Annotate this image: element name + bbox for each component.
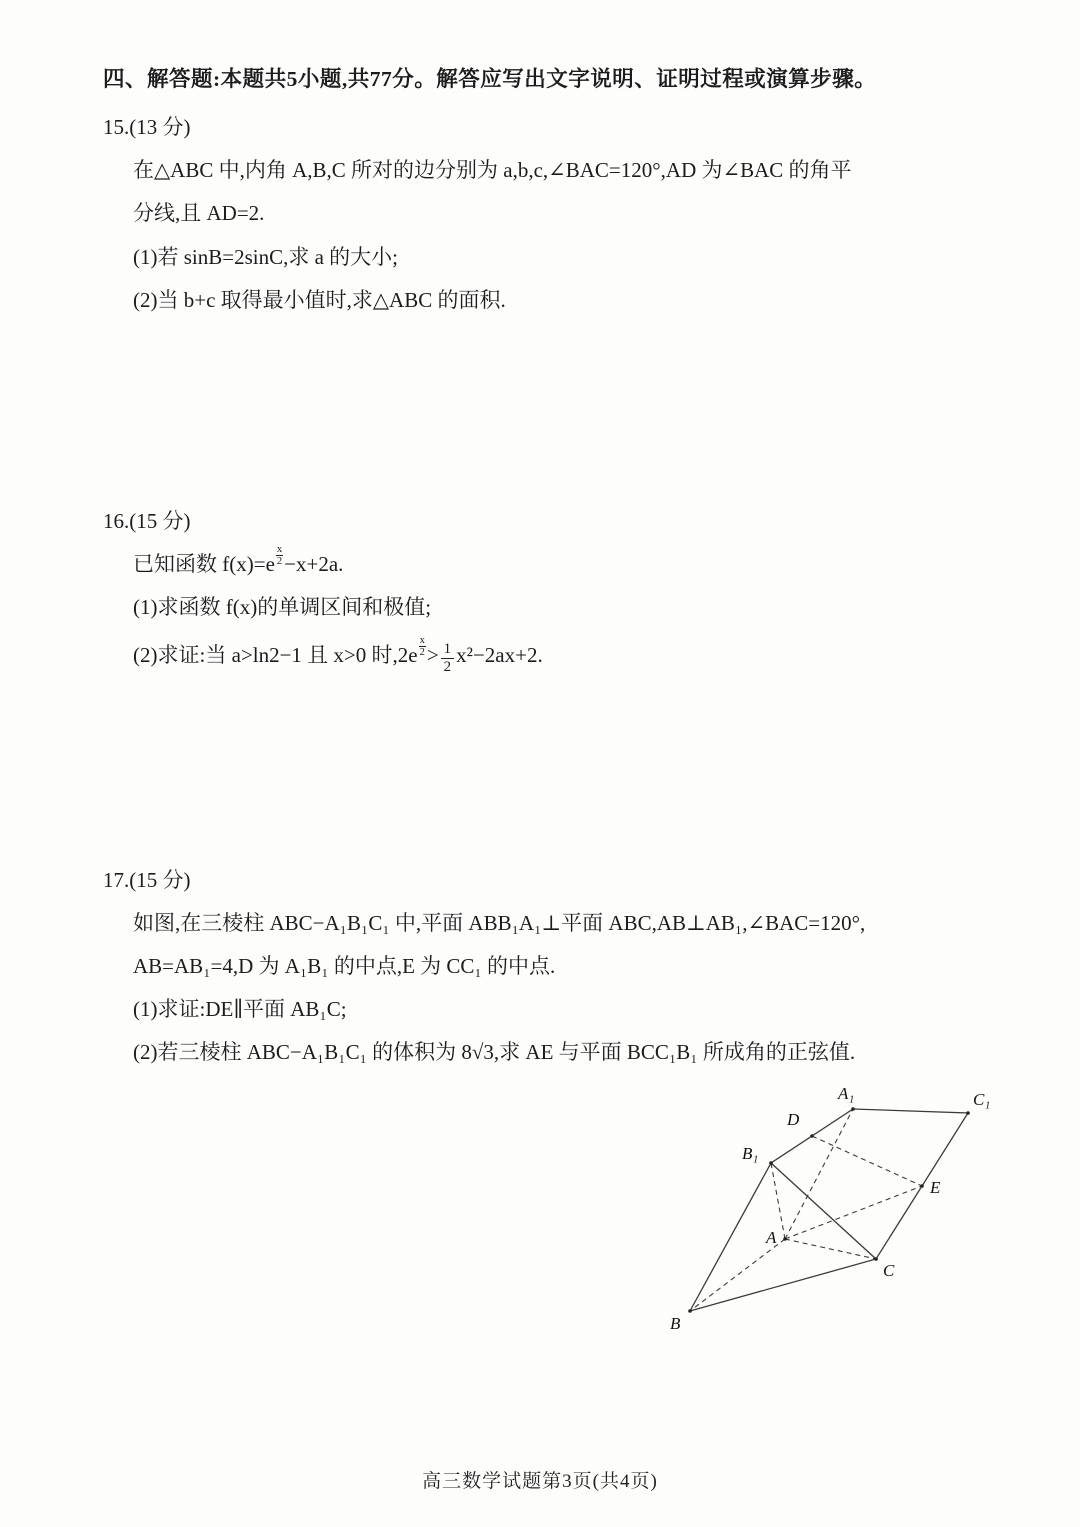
- q16-func-post: −x+2a.: [284, 551, 344, 576]
- question-17: [103, 859, 991, 1340]
- vertex-label-c1: C₁: [973, 1089, 991, 1109]
- q16-func-exponent-fraction: [276, 544, 283, 567]
- q16-part1: (1)求函数 f(x)的单调区间和极值;: [133, 594, 432, 619]
- q16-number: 16.(15 分): [103, 508, 191, 533]
- q16-func-exp-numerator: x: [276, 543, 283, 555]
- page-footer: 高三数学试题第3页(共4页): [422, 1471, 658, 1492]
- vertex-label-b: B: [670, 1313, 681, 1333]
- q15-part1: (1)若 sinB=2sinC,求 a 的大小;: [133, 244, 399, 269]
- q16-func-exp-denominator: 2: [276, 555, 283, 567]
- q17-intro-line1: 如图,在三棱柱 ABC−A₁B₁C₁ 中,平面 ABB₁A₁⊥平面 ABC,AB⊥AB₁,∠BAC=120°,: [133, 911, 866, 936]
- vertex-label-a: A: [766, 1227, 777, 1247]
- q17-part1: (1)求证:DE∥平面 AB₁C;: [133, 997, 347, 1022]
- q16-part2-exponent-fraction: [419, 635, 426, 658]
- vertex-label-e: E: [930, 1177, 941, 1197]
- q15-part2: (2)当 b+c 取得最小值时,求△ABC 的面积.: [133, 287, 506, 312]
- vertex-label-d: D: [787, 1109, 800, 1129]
- q16-part2-frac-numerator: 1: [441, 641, 455, 659]
- q16-part2-half-fraction: [441, 641, 455, 677]
- vertex-label-b1: B₁: [742, 1143, 759, 1163]
- q16-part2-exp-numerator: x: [419, 634, 425, 646]
- prism-figure-drawing: [668, 1089, 998, 1339]
- q15-intro-line1: 在△ABC 中,内角 A,B,C 所对的边分别为 a,b,c,∠BAC=120°,AD 为∠BAC 的角平: [133, 158, 852, 183]
- q16-part2-exp-denominator: 2: [419, 646, 425, 658]
- q17-intro-line2: AB=AB₁=4,D 为 A₁B₁ 的中点,E 为 CC₁ 的中点.: [133, 954, 556, 979]
- q16-part2-pre: (2)求证:当 a>ln2−1 且 x>0 时,2e: [133, 642, 418, 667]
- q16-part2-mid: >: [426, 642, 439, 667]
- q16-part2-post: x²−2ax+2.: [456, 642, 543, 667]
- prism-figure: [668, 1083, 1008, 1341]
- q17-number: 17.(15 分): [103, 868, 191, 893]
- q17-part2: (2)若三棱柱 ABC−A₁B₁C₁ 的体积为 8√3,求 AE 与平面 BCC₁B₁ 所成角的正弦值.: [133, 1040, 856, 1065]
- question-15: [103, 106, 980, 321]
- q16-part2-frac-denominator: 2: [443, 658, 452, 675]
- q16-func-pre: 已知函数 f(x)=e: [133, 551, 275, 576]
- question-16: [103, 500, 980, 682]
- q16-function-line: [103, 543, 980, 586]
- vertex-label-a1: A₁: [838, 1083, 855, 1103]
- q15-intro-line2: 分线,且 AD=2.: [133, 201, 265, 226]
- section-header: 四、解答题:本题共5小题,共77分。解答应写出文字说明、证明过程或演算步骤。: [103, 67, 877, 91]
- q16-part2-line: [103, 629, 980, 682]
- vertex-label-c: C: [883, 1260, 895, 1280]
- q15-number: 15.(13 分): [103, 115, 191, 140]
